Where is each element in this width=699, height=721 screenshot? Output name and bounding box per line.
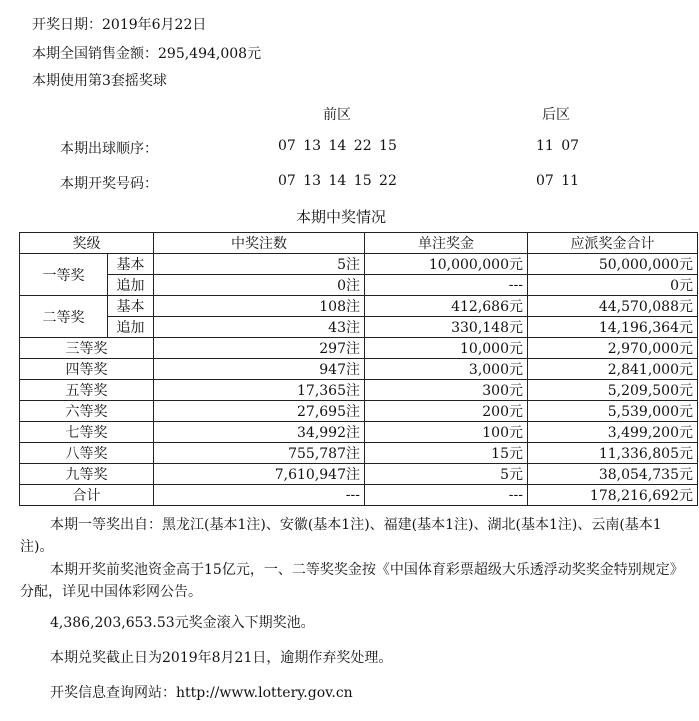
count-cell: 108注 xyxy=(154,296,365,317)
level-cell: 合计 xyxy=(20,485,154,506)
table-row xyxy=(20,338,698,359)
total-cell: 178,216,692元 xyxy=(528,485,698,506)
table-row xyxy=(20,464,698,485)
total-cell: 14,196,364元 xyxy=(528,317,698,338)
table-row xyxy=(20,296,698,317)
level-cell: 七等奖 xyxy=(20,422,154,443)
prize-cell: 100元 xyxy=(365,422,528,443)
count-cell: 17,365注 xyxy=(154,380,365,401)
table-row xyxy=(20,275,698,296)
pool-rule-note: 本期开奖前奖池资金高于15亿元，一、二等奖奖金按《中国体育彩票超级大乐透浮动奖奖金特别规定》分配，详见中国体彩网公告。 xyxy=(20,562,677,600)
level-cell: 九等奖 xyxy=(20,464,154,485)
front-zone-label: 前区 xyxy=(323,107,351,123)
table-total-row xyxy=(20,485,698,506)
count-cell: 43注 xyxy=(154,317,365,338)
prize-cell: --- xyxy=(365,275,528,296)
count-cell: 947注 xyxy=(154,359,365,380)
draw-order-label: 本期出球顺序： xyxy=(60,141,158,157)
count-cell: 7,610,947注 xyxy=(154,464,365,485)
winning-number-back: 07 11 xyxy=(536,173,580,189)
level-cell: 四等奖 xyxy=(20,359,154,380)
total-cell: 0元 xyxy=(528,275,698,296)
sub-level-cell: 基本 xyxy=(108,254,154,275)
draw-order-back: 11 07 xyxy=(536,138,580,154)
count-cell: 0注 xyxy=(154,275,365,296)
total-cell: 38,054,735元 xyxy=(528,464,698,485)
level-cell: 二等奖 xyxy=(20,296,108,338)
level-cell: 三等奖 xyxy=(20,338,154,359)
level-cell: 八等奖 xyxy=(20,443,154,464)
website-note: 开奖信息查询网站：http://www.lottery.gov.cn xyxy=(50,685,353,701)
winner-regions-note: 本期一等奖出自：黑龙江(基本1注)、安徽(基本1注)、福建(基本1注)、湖北(基本1注)、云南(基本1注)。 xyxy=(20,517,662,555)
total-cell: 2,970,000元 xyxy=(528,338,698,359)
prize-table xyxy=(19,232,698,506)
ball-set: 本期使用第3套摇奖球 xyxy=(32,73,167,89)
table-title: 本期中奖情况 xyxy=(296,208,387,226)
level-cell: 六等奖 xyxy=(20,401,154,422)
total-cell: 50,000,000元 xyxy=(528,254,698,275)
prize-cell: 330,148元 xyxy=(365,317,528,338)
table-row xyxy=(20,254,698,275)
count-cell: 5注 xyxy=(154,254,365,275)
table-row xyxy=(20,380,698,401)
total-cell: 5,539,000元 xyxy=(528,401,698,422)
total-cell: 3,499,200元 xyxy=(528,422,698,443)
prize-cell: 5元 xyxy=(365,464,528,485)
sub-level-cell: 基本 xyxy=(108,296,154,317)
count-cell: 755,787注 xyxy=(154,443,365,464)
table-row xyxy=(20,443,698,464)
level-cell: 一等奖 xyxy=(20,254,108,296)
total-cell: 5,209,500元 xyxy=(528,380,698,401)
level-cell: 五等奖 xyxy=(20,380,154,401)
header-total: 应派奖金合计 xyxy=(528,233,698,254)
prize-cell: --- xyxy=(365,485,528,506)
sub-level-cell: 追加 xyxy=(108,275,154,296)
prize-cell: 3,000元 xyxy=(365,359,528,380)
table-row xyxy=(20,359,698,380)
header-prize: 单注奖金 xyxy=(365,233,528,254)
prize-cell: 15元 xyxy=(365,443,528,464)
prize-cell: 10,000,000元 xyxy=(365,254,528,275)
prize-cell: 412,686元 xyxy=(365,296,528,317)
table-row xyxy=(20,401,698,422)
sales-amount: 本期全国销售金额：295,494,008元 xyxy=(32,46,262,62)
header-level: 奖级 xyxy=(20,233,154,254)
table-row xyxy=(20,422,698,443)
count-cell: 27,695注 xyxy=(154,401,365,422)
winning-number-label: 本期开奖号码： xyxy=(60,176,158,192)
total-cell: 2,841,000元 xyxy=(528,359,698,380)
prize-cell: 10,000元 xyxy=(365,338,528,359)
draw-order-front: 07 13 14 22 15 xyxy=(278,138,397,154)
deadline-note: 本期兑奖截止日为2019年8月21日，逾期作弃奖处理。 xyxy=(50,650,393,666)
prize-cell: 300元 xyxy=(365,380,528,401)
sub-level-cell: 追加 xyxy=(108,317,154,338)
header-count: 中奖注数 xyxy=(154,233,365,254)
total-cell: 44,570,088元 xyxy=(528,296,698,317)
winning-number-front: 07 13 14 15 22 xyxy=(278,173,397,189)
back-zone-label: 后区 xyxy=(542,107,570,123)
prize-cell: 200元 xyxy=(365,401,528,422)
table-header-row xyxy=(20,233,698,254)
draw-date: 开奖日期：2019年6月22日 xyxy=(32,17,207,33)
rollover-note: 4,386,203,653.53元奖金滚入下期奖池。 xyxy=(50,615,315,631)
count-cell: --- xyxy=(154,485,365,506)
count-cell: 34,992注 xyxy=(154,422,365,443)
table-row xyxy=(20,317,698,338)
total-cell: 11,336,805元 xyxy=(528,443,698,464)
count-cell: 297注 xyxy=(154,338,365,359)
